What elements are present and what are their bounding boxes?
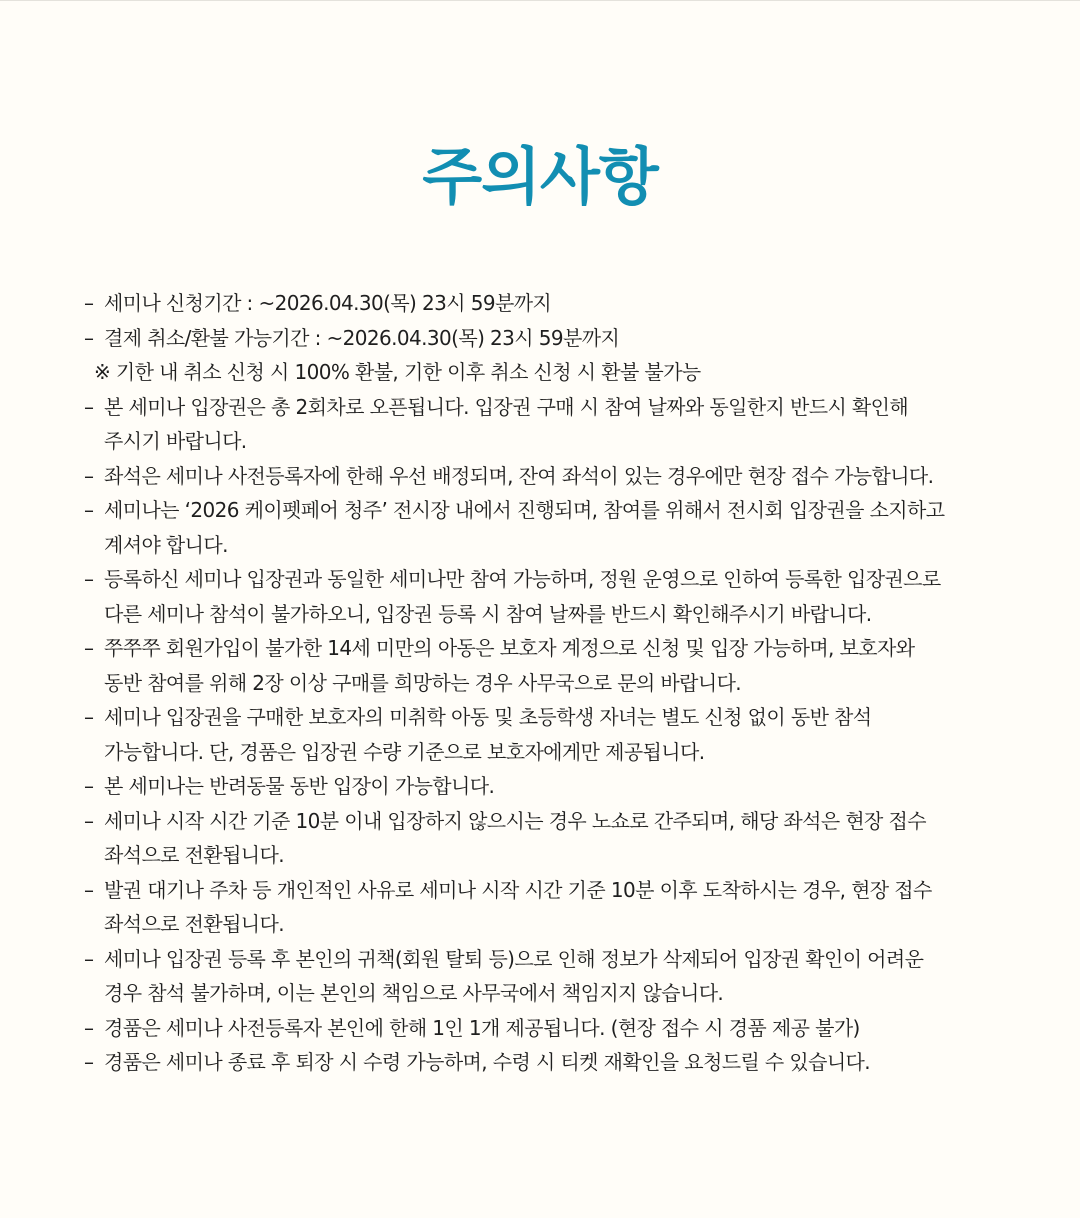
notice-text-line: 발권 대기나 주차 등 개인적인 사유로 세미나 시작 시간 기준 10분 이후 도착하시는 경우, 현장 접수 (104, 877, 932, 902)
bullet-dash: – (84, 1015, 94, 1040)
bullet-dash: – (84, 291, 94, 315)
notice-text-line: 경품은 세미나 종료 후 퇴장 시 수령 가능하며, 수령 시 티켓 재확인을 요청드릴 수 있습니다. (104, 1050, 871, 1074)
bullet-dash: – (84, 877, 94, 902)
notice-text-line: 경품은 세미나 사전등록자 본인에 한해 1인 1개 제공됩니다. (현장 접수 시 경품 제공 불가) (104, 1015, 860, 1040)
bullet-dash: – (84, 1050, 94, 1074)
bullet-dash: – (84, 636, 94, 660)
notice-text-line: 동반 참여를 위해 2장 이상 구매를 희망하는 경우 사무국으로 문의 바랍니다. (104, 670, 742, 695)
notice-text-line: 등록하신 세미나 입장권과 동일한 세미나만 참여 가능하며, 정원 운영으로 인하여 등록한 입장권으로 (104, 567, 941, 591)
notice-item (84, 1011, 1014, 1046)
notice-item (84, 700, 1014, 769)
notice-item (84, 631, 1014, 700)
notice-item (84, 390, 1014, 459)
bullet-dash: – (84, 946, 94, 971)
notice-item (84, 286, 1014, 321)
notice-item (84, 493, 1014, 562)
bullet-dash: – (84, 325, 94, 350)
notice-item (84, 562, 1014, 631)
notice-item (84, 873, 1014, 942)
notice-item (84, 459, 1014, 494)
notice-item (84, 321, 1014, 356)
notice-text-line: 계셔야 합니다. (104, 532, 228, 557)
bullet-dash: – (84, 498, 94, 522)
notice-text-line: ※ 기한 내 취소 신청 시 100% 환불, 기한 이후 취소 신청 시 환불 불가능 (94, 360, 701, 384)
notice-text-line: 쭈쭈쭈 회원가입이 불가한 14세 미만의 아동은 보호자 계정으로 신청 및 입장 가능하며, 보호자와 (104, 636, 915, 660)
notice-text-line: 본 세미나 입장권은 총 2회차로 오픈됩니다. 입장권 구매 시 참여 날짜와 동일한지 반드시 확인해 (104, 394, 909, 419)
notice-text-line: 세미나는 ‘2026 케이펫페어 청주’ 전시장 내에서 진행되며, 참여를 위해서 전시회 입장권을 소지하고 (104, 498, 945, 522)
bullet-dash: – (84, 774, 94, 798)
notice-text-line: 결제 취소/환불 가능기간 : ~2026.04.30(목) 23시 59분까지 (104, 325, 620, 350)
page-title: 주의사항 (422, 140, 658, 213)
notice-note (84, 355, 1014, 390)
bullet-dash: – (84, 808, 94, 833)
notice-item (84, 769, 1014, 804)
notice-list (84, 286, 1014, 1080)
notice-item (84, 1045, 1014, 1080)
bullet-dash: – (84, 567, 94, 591)
bullet-dash: – (84, 463, 94, 488)
notice-text-line: 가능합니다. 단, 경품은 입장권 수량 기준으로 보호자에게만 제공됩니다. (104, 739, 705, 764)
notice-text-line: 경우 참석 불가하며, 이는 본인의 책임으로 사무국에서 책임지지 않습니다. (104, 981, 724, 1005)
bullet-dash: – (84, 394, 94, 419)
notice-text-line: 좌석으로 전환됩니다. (104, 912, 284, 936)
notice-item (84, 804, 1014, 873)
notice-text-line: 좌석은 세미나 사전등록자에 한해 우선 배정되며, 잔여 좌석이 있는 경우에만 현장 접수 가능합니다. (104, 463, 934, 488)
notice-text-line: 좌석으로 전환됩니다. (104, 843, 284, 867)
notice-text-line: 다른 세미나 참석이 불가하오니, 입장권 등록 시 참여 날짜를 반드시 확인해주시기 바랍니다. (104, 601, 872, 626)
notice-text-line: 세미나 입장권을 구매한 보호자의 미취학 아동 및 초등학생 자녀는 별도 신청 없이 동반 참석 (104, 705, 872, 729)
notice-text-line: 세미나 신청기간 : ~2026.04.30(목) 23시 59분까지 (104, 291, 552, 315)
bullet-dash: – (84, 705, 94, 729)
notice-text-line: 본 세미나는 반려동물 동반 입장이 가능합니다. (104, 774, 495, 798)
notice-text-line: 세미나 시작 시간 기준 10분 이내 입장하지 않으시는 경우 노쇼로 간주되며, 해당 좌석은 현장 접수 (104, 808, 926, 833)
notice-text-line: 주시기 바랍니다. (104, 429, 247, 453)
notice-text-line: 세미나 입장권 등록 후 본인의 귀책(회원 탈퇴 등)으로 인해 정보가 삭제되어 입장권 확인이 어려운 (104, 946, 924, 971)
notice-item (84, 942, 1014, 1011)
